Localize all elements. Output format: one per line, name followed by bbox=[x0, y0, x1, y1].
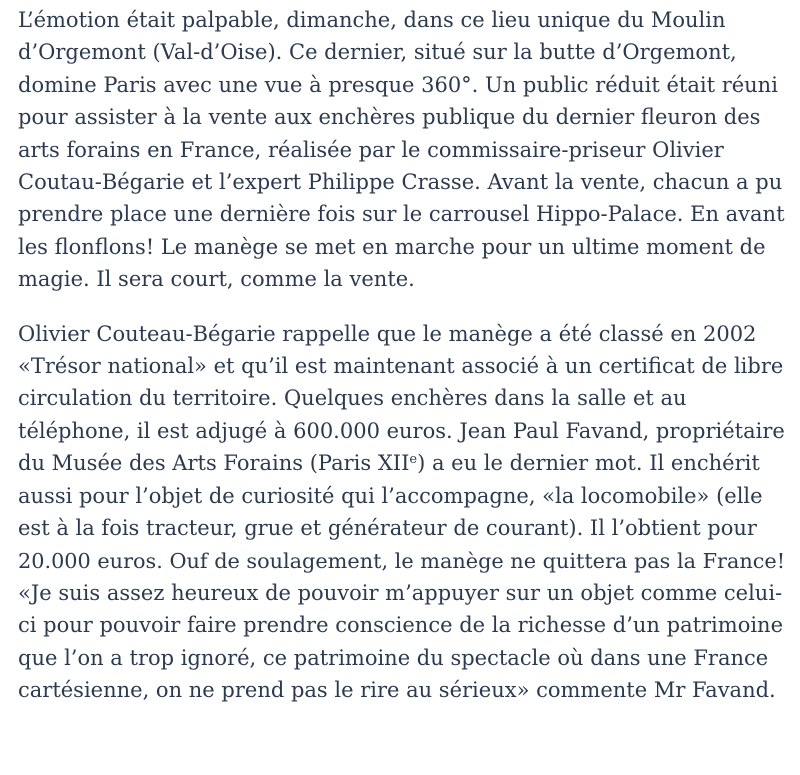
paragraph-1 bbox=[18, 4, 785, 296]
text-line: 20.000 euros. Ouf de soulagement, le manège ne quittera pas la France! bbox=[18, 548, 786, 573]
text-line: Coutau-Bégarie et l’expert Philippe Crasse. Avant la vente, chacun a pu bbox=[18, 170, 783, 195]
text-line: «Trésor national» et qu’il est maintenant associé à un certificat de libre bbox=[18, 354, 784, 379]
text-line: prendre place une dernière fois sur le carrousel Hippo-Palace. En avant bbox=[18, 202, 785, 227]
paragraph-2 bbox=[18, 318, 786, 707]
text-line: «Je suis assez heureux de pouvoir m’appuyer sur un objet comme celui- bbox=[18, 580, 783, 605]
text-segment: ) a eu le dernier mot. Il enchérit bbox=[417, 451, 760, 476]
text-line: les flonflons! Le manège se met en marche pour un ultime moment de bbox=[18, 234, 766, 259]
text-line: circulation du territoire. Quelques enchères dans la salle et au bbox=[18, 386, 687, 411]
text-line: magie. Il sera court, comme la vente. bbox=[18, 267, 415, 292]
text-line: arts forains en France, réalisée par le commissaire-priseur Olivier bbox=[18, 137, 724, 162]
text-line: ci pour pouvoir faire prendre conscience de la richesse d’un patrimoine bbox=[18, 613, 784, 638]
text-line-with-superscript bbox=[18, 447, 782, 479]
text-line: Olivier Couteau-Bégarie rappelle que le manège a été classé en 2002 bbox=[18, 321, 757, 346]
text-line: domine Paris avec une vue à presque 360°. Un public réduit était réuni bbox=[18, 72, 778, 97]
superscript: e bbox=[409, 452, 418, 468]
text-line: que l’on a trop ignoré, ce patrimoine du spectacle où dans une France bbox=[18, 645, 769, 670]
text-line: cartésienne, on ne prend pas le rire au sérieux» commente Mr Favand. bbox=[18, 678, 776, 703]
text-segment: du Musée des Arts Forains (Paris XII bbox=[18, 451, 410, 476]
text-line: pour assister à la vente aux enchères publique du dernier fleuron des bbox=[18, 105, 761, 130]
text-line: d’Orgemont (Val-d’Oise). Ce dernier, situé sur la butte d’Orgemont, bbox=[18, 40, 737, 65]
text-line: L’émotion était palpable, dimanche, dans ce lieu unique du Moulin bbox=[18, 8, 726, 32]
text-line: téléphone, il est adjugé à 600.000 euros. Jean Paul Favand, propriétaire bbox=[18, 418, 785, 443]
text-line: est à la fois tracteur, grue et générateur de courant). Il l’obtient pour bbox=[18, 516, 757, 541]
text-line: aussi pour l’objet de curiosité qui l’accompagne, «la locomobile» (elle bbox=[18, 483, 763, 508]
